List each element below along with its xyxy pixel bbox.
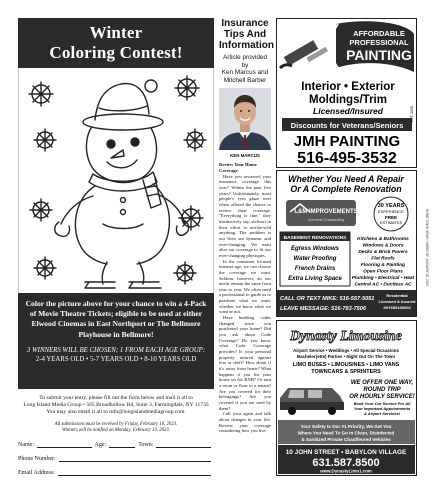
town-label: Town: — [138, 441, 154, 448]
article-title-line: Information — [219, 40, 274, 51]
dynasty-services2: Bachelor(ette) Parties • Night Out On The Town — [296, 354, 396, 359]
name-label: Name: — [18, 441, 34, 448]
byline-line: Mitchell Barber — [223, 76, 267, 84]
lm-license1: Residential — [386, 293, 408, 298]
service-item: Kitchens & Bathrooms — [357, 237, 409, 242]
age-field[interactable] — [109, 442, 135, 448]
lm-license2: Licensed & Insured — [378, 299, 416, 304]
snowflake-icon — [174, 262, 196, 284]
jmh-services-line2: Moldings/Trim — [309, 94, 387, 106]
dynasty-phone: 631.587.8500 — [312, 457, 380, 469]
dynasty-fleet1: LIMO BUSES • LIMOUSINES • LIMO VANS — [292, 362, 400, 368]
age-groups: 2-4 YEARS OLD • 5-7 YEARS OLD • 8-10 YEARS OLD — [35, 355, 197, 363]
notify-line: Winners will be notified on Monday, February 13, 2023. — [61, 427, 171, 433]
service-item: Flat Roofs — [371, 256, 395, 262]
entry-form-row-phone — [18, 456, 214, 462]
lm-logo — [286, 200, 358, 226]
dynasty-fleet2: TOWNCARS & SPRINTERS — [311, 369, 381, 375]
section-heading: Review Your Home — [219, 162, 257, 168]
badge-est: ESTIMATES — [379, 220, 403, 225]
dynasty-offer3: OR HOURLY SERVICE! — [349, 394, 415, 400]
lm-call-line: CALL OR TEXT MIKE: 516-557-5051 — [280, 296, 375, 302]
snowflake-icon — [30, 199, 52, 221]
basement-item: French Drains — [294, 266, 336, 272]
byline-line: Article provided by — [222, 54, 268, 69]
service-item: Open Floor Plans — [363, 269, 403, 275]
dynasty-limousine-ad[interactable] — [276, 318, 417, 476]
dynasty-offer2: ROUND TRIP — [363, 387, 401, 393]
lm-leave-line: LEAVE MESSAGE: 516-783-7506 — [280, 306, 367, 312]
service-item: Plumbing • Electrical • Heat — [351, 276, 415, 281]
service-item: Flooring & Painting — [360, 263, 406, 268]
paragraph: Call your agent and talk about changes in your life. Review your coverage considering how you live. — [219, 411, 271, 434]
advertisements — [276, 18, 429, 476]
badge-exp: EXPERIENCE — [378, 209, 404, 214]
snowman-coloring-picture — [18, 68, 214, 293]
article-title-line: Insurance — [221, 18, 269, 29]
jmh-top-line2: PROFESSIONAL — [349, 38, 409, 47]
lm-headline2: Or A Complete Renovation — [290, 184, 402, 194]
winners-line: 3 WINNERS WILL BE CHOSEN; 1 FROM EACH AGE GROUP: — [26, 346, 206, 354]
jmh-est: EST. 2005 — [410, 105, 414, 123]
badge-years: 30 YEARS — [377, 203, 405, 209]
paragraph: Have building codes changed since you purchased your home? Did you ask about Code Coverage? Do you know what Code Coverage provides? Is your personal property insured against loss or theft? How about if it's away from home? What happens if you list your house on Air BNB? Or sent a room or floor to a tenant? Are you covered for their belongings? Are you covered if you are sued by them? — [219, 315, 271, 411]
contest-title-line2: Coloring Contest! — [49, 43, 183, 62]
submission-instructions — [18, 395, 214, 417]
dynasty-book2: Your Important Appointments — [353, 406, 411, 411]
submit-line: To submit your entry, please fill out the form below and mail it all to — [39, 395, 193, 401]
byline-line: Ken Marcus and — [221, 69, 269, 77]
lm-ad-art — [276, 168, 417, 318]
article-title — [219, 18, 274, 51]
dynasty-services1: Airport Service • Weddings • All Special Occasions — [293, 348, 399, 353]
jmh-licensed: Licensed/Insured — [313, 106, 383, 116]
entry-form-row-name — [18, 442, 214, 448]
submit-address: Long Island Media Group • 565 Broadhollow Rd, Suite 3, Farmingdale, NY 11735 — [23, 402, 209, 409]
dynasty-website: www.DynastyLimo1.com — [320, 468, 372, 474]
page-sidebar-text: HOME TOWN NEWS • WEEK OF JANUARY 26, 2023 — [425, 209, 429, 287]
photo-caption: KEN MARCUS — [230, 153, 260, 159]
lm-improvements-ad[interactable] — [276, 168, 417, 318]
section-heading: Coverage — [219, 168, 238, 174]
dynasty-name: Dynasty Limousine — [290, 329, 402, 344]
email-field[interactable] — [58, 470, 211, 476]
service-item: Central AC • Ductless AC — [354, 282, 412, 288]
email-label: Email Address: — [18, 469, 55, 476]
jmh-company: JMH PAINTING — [293, 133, 401, 150]
submit-email: You may also email it all to info@longislandmediagroup.com. — [46, 409, 186, 416]
jmh-phone: 516-495-3532 — [297, 150, 397, 167]
snowflake-icon — [29, 82, 53, 106]
coloring-contest — [18, 18, 214, 476]
service-item: Windows & Doors — [362, 243, 404, 249]
snowflake-icon — [184, 129, 206, 151]
jmh-painting-ad[interactable] — [276, 18, 417, 168]
service-item: Decks & Brick Pavers — [358, 250, 408, 255]
jmh-top-line3: PAINTING — [346, 47, 412, 63]
prize-text: Color the picture above for your chance to win a 4-Pack of Movie Theatre Tickets; eligible to be used at either Elwood Cinemas in East Northport or The Bellmore Playhouse in Bellmore! — [25, 299, 207, 339]
article-title-line: Tips And — [223, 29, 267, 40]
dynasty-ad-art — [276, 318, 417, 476]
snowflake-icon — [34, 129, 56, 151]
basement-item: Egress Windows — [291, 246, 339, 252]
dynasty-safety1: Your Safety Is Our #1 Priority, We Get You — [300, 424, 392, 429]
insurance-article — [219, 18, 274, 476]
basement-title: BASEMENT RENOVATIONS — [283, 236, 347, 241]
basement-item: Extra Living Space — [288, 276, 342, 282]
dynasty-safety3: & Sanitized Private Chauffeured Vehicles — [301, 437, 391, 442]
dynasty-book3: & Airport Services! — [363, 411, 401, 416]
deadline-line: All submissions must be received by Friday, February 10, 2023. — [54, 421, 178, 427]
article-body — [219, 162, 271, 434]
entry-form-row-email — [18, 470, 214, 476]
jmh-ad-art — [276, 18, 417, 168]
jmh-discount: Discounts for Veterans/Seniors — [290, 121, 404, 130]
dynasty-safety2: Where You Need To Go In Clean, Disinfected — [297, 430, 395, 436]
prize-description — [18, 293, 214, 389]
dynasty-offer1: WE OFFER ONE WAY, — [350, 380, 414, 386]
paragraph: Have you reviewed your insurance coverage this year? Within the past five years? Unfortunately, most people's eyes glaze over when offered the chance to review their coverage. "Everything is fine," they instinctively say, stalwart in their effort to not-be-sold anything. The problem is our lives are dynamic and ever-changing. We must alter our coverage to fit our ever-changing physiques. — [219, 173, 271, 258]
snowflake-icon — [34, 257, 56, 279]
lm-headline1: Whether You Need A Repair — [288, 174, 404, 184]
article-byline — [219, 54, 271, 84]
dynasty-book1: Book Your Car Service For All — [353, 401, 411, 406]
phone-label: Phone Number: — [18, 455, 56, 462]
dynasty-address: 10 JOHN STREET • BABYLON VILLAGE — [285, 449, 407, 456]
name-field[interactable] — [37, 442, 92, 448]
phone-field[interactable] — [59, 456, 211, 462]
town-field[interactable] — [156, 442, 211, 448]
experience-badge — [374, 197, 408, 231]
deadline-notice — [18, 422, 214, 434]
paragraph: In the consumer focused internet age, we can choose the coverage we want. Seldom, however, do our needs remain the same from year to year. We often need a professional to guide us to purchase what we want; whether we know what we want or not. — [219, 258, 271, 315]
jmh-services-line1: Interior • Exterior — [301, 81, 395, 93]
contest-title-line1: Winter — [89, 23, 143, 42]
snowflake-icon — [175, 76, 199, 100]
contest-title — [18, 18, 214, 68]
author-photo — [219, 88, 271, 150]
lm-license3: #H7650190000 — [383, 305, 411, 310]
lm-logo-text: L&M IMPROVEMENTS — [294, 209, 358, 215]
badge-free: FREE — [384, 215, 398, 220]
basement-item: Water Proofing — [293, 256, 337, 262]
age-label: Age: — [94, 441, 107, 448]
snowman-illustration — [19, 68, 213, 293]
jmh-top-line1: AFFORDABLE — [353, 29, 405, 38]
lm-logo-sub: General Contracting — [308, 217, 344, 222]
portrait-image — [219, 88, 271, 150]
